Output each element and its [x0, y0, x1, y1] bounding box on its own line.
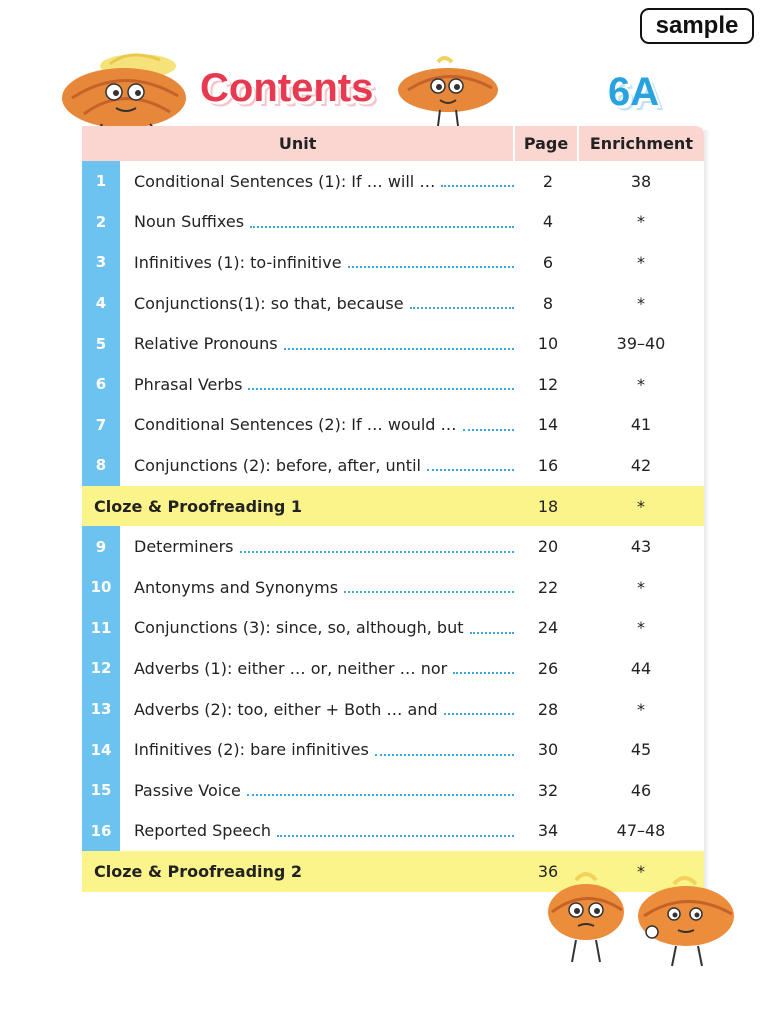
page-number: 22 — [537, 577, 559, 597]
unit-number: 1 — [82, 161, 120, 202]
leader-dots — [375, 754, 514, 756]
unit-title: Antonyms and Synonyms — [134, 577, 339, 597]
page-number: 30 — [537, 740, 559, 760]
header-page: Page — [523, 134, 569, 153]
page-number: 26 — [537, 658, 559, 678]
unit-number: 10 — [82, 567, 120, 608]
unit-title: Relative Pronouns — [134, 334, 278, 354]
leader-dots — [240, 551, 514, 553]
leader-dots — [470, 632, 515, 634]
table-row — [82, 161, 704, 202]
unit-cell — [120, 253, 514, 272]
unit-title: Adverbs (1): either … or, neither … nor — [134, 658, 448, 678]
page-number: 10 — [537, 334, 559, 354]
page-number: 32 — [537, 780, 559, 800]
leader-dots — [441, 185, 514, 187]
table-shadow — [704, 130, 710, 890]
table-row — [82, 689, 704, 730]
unit-cell — [120, 578, 514, 597]
leader-dots — [277, 835, 514, 837]
sample-badge: sample — [640, 8, 754, 44]
leader-dots — [453, 672, 514, 674]
leader-dots — [284, 348, 514, 350]
cloze-title: Cloze & Proofreading 2 — [94, 861, 303, 881]
table-row — [82, 811, 704, 852]
table-header — [82, 126, 704, 161]
leader-dots — [463, 429, 514, 431]
unit-cell — [120, 700, 514, 719]
table-row — [82, 283, 704, 324]
unit-number: 13 — [82, 689, 120, 730]
unit-title: Adverbs (2): too, either + Both … and — [134, 699, 438, 719]
unit-title: Conditional Sentences (2): If … would … — [134, 415, 457, 435]
page-number: 14 — [537, 415, 559, 435]
page-number: 34 — [537, 821, 559, 841]
leader-dots — [410, 307, 514, 309]
unit-title: Passive Voice — [134, 780, 241, 800]
table-row — [82, 608, 704, 649]
leader-dots — [250, 226, 514, 228]
unit-cell — [120, 334, 514, 353]
enrichment-page: * — [637, 496, 645, 516]
table-row — [82, 242, 704, 283]
leader-dots — [348, 266, 514, 268]
unit-title: Reported Speech — [134, 821, 272, 841]
enrichment-page: * — [637, 577, 645, 597]
enrichment-page: 42 — [630, 455, 652, 475]
unit-number: 4 — [82, 283, 120, 324]
croissant-mascot-center-icon — [394, 54, 504, 132]
enrichment-page: * — [637, 252, 645, 272]
leader-dots — [247, 794, 514, 796]
unit-number: 2 — [82, 202, 120, 243]
leader-dots — [444, 713, 514, 715]
unit-number: 7 — [82, 405, 120, 446]
enrichment-page: 39–40 — [616, 334, 666, 354]
leader-dots — [344, 591, 514, 593]
enrichment-page: 43 — [630, 537, 652, 557]
unit-cell — [120, 294, 514, 313]
unit-title: Infinitives (2): bare infinitives — [134, 740, 369, 760]
unit-cell — [120, 618, 514, 637]
page-number: 36 — [537, 861, 559, 881]
cloze-row — [82, 486, 704, 527]
unit-cell — [120, 212, 514, 231]
table-row — [82, 648, 704, 689]
unit-cell — [120, 821, 514, 840]
unit-cell — [120, 659, 514, 678]
enrichment-page: * — [637, 374, 645, 394]
page-number: 6 — [542, 252, 554, 272]
book-code: 6A — [608, 70, 660, 114]
unit-number: 8 — [82, 445, 120, 486]
page-number: 18 — [537, 496, 559, 516]
table-row — [82, 770, 704, 811]
enrichment-page: 38 — [630, 171, 652, 191]
unit-cell — [120, 456, 514, 475]
page-number: 20 — [537, 537, 559, 557]
enrichment-page: * — [637, 699, 645, 719]
unit-cell — [120, 375, 514, 394]
unit-cell — [120, 172, 514, 191]
unit-cell — [120, 415, 514, 434]
enrichment-page: 41 — [630, 415, 652, 435]
unit-number: 11 — [82, 608, 120, 649]
croissant-mascot-bottom-right-icon — [630, 872, 740, 972]
unit-number: 16 — [82, 811, 120, 852]
table-row — [82, 567, 704, 608]
page-number: 12 — [537, 374, 559, 394]
table-row — [82, 445, 704, 486]
page-number: 28 — [537, 699, 559, 719]
unit-title: Conjunctions(1): so that, because — [134, 293, 404, 313]
unit-number: 3 — [82, 242, 120, 283]
cloze-title: Cloze & Proofreading 1 — [94, 496, 303, 516]
page-number: 4 — [542, 212, 554, 232]
page-number: 8 — [542, 293, 554, 313]
enrichment-page: * — [637, 618, 645, 638]
leader-dots — [248, 388, 514, 390]
unit-title: Conjunctions (3): since, so, although, but — [134, 618, 464, 638]
leader-dots — [427, 469, 514, 471]
enrichment-page: * — [637, 212, 645, 232]
unit-cell — [120, 740, 514, 759]
unit-title: Conditional Sentences (1): If … will … — [134, 171, 436, 191]
croissant-mascot-bottom-left-icon — [542, 868, 628, 968]
table-row — [82, 202, 704, 243]
enrichment-page: * — [637, 861, 645, 881]
page-title: Contents — [200, 66, 374, 110]
unit-title: Phrasal Verbs — [134, 374, 243, 394]
page-number: 16 — [537, 455, 559, 475]
unit-number: 15 — [82, 770, 120, 811]
table-row — [82, 405, 704, 446]
enrichment-page: 46 — [630, 780, 652, 800]
enrichment-page: * — [637, 293, 645, 313]
unit-number: 9 — [82, 526, 120, 567]
unit-number: 5 — [82, 323, 120, 364]
unit-title: Conjunctions (2): before, after, until — [134, 455, 421, 475]
enrichment-page: 47–48 — [616, 821, 666, 841]
table-row — [82, 729, 704, 770]
table-body — [82, 161, 704, 892]
table-row — [82, 364, 704, 405]
unit-title: Determiners — [134, 537, 234, 557]
page-number: 2 — [542, 171, 554, 191]
header-enrichment: Enrichment — [589, 134, 693, 153]
table-row — [82, 323, 704, 364]
unit-number: 6 — [82, 364, 120, 405]
unit-number: 12 — [82, 648, 120, 689]
page-number: 24 — [537, 618, 559, 638]
unit-cell — [120, 781, 514, 800]
enrichment-page: 44 — [630, 658, 652, 678]
unit-number: 14 — [82, 729, 120, 770]
table-row — [82, 526, 704, 567]
contents-table — [82, 126, 704, 892]
enrichment-page: 45 — [630, 740, 652, 760]
unit-title: Noun Suffixes — [134, 212, 245, 232]
unit-title: Infinitives (1): to-infinitive — [134, 252, 342, 272]
header-unit: Unit — [278, 134, 317, 153]
unit-cell — [120, 537, 514, 556]
